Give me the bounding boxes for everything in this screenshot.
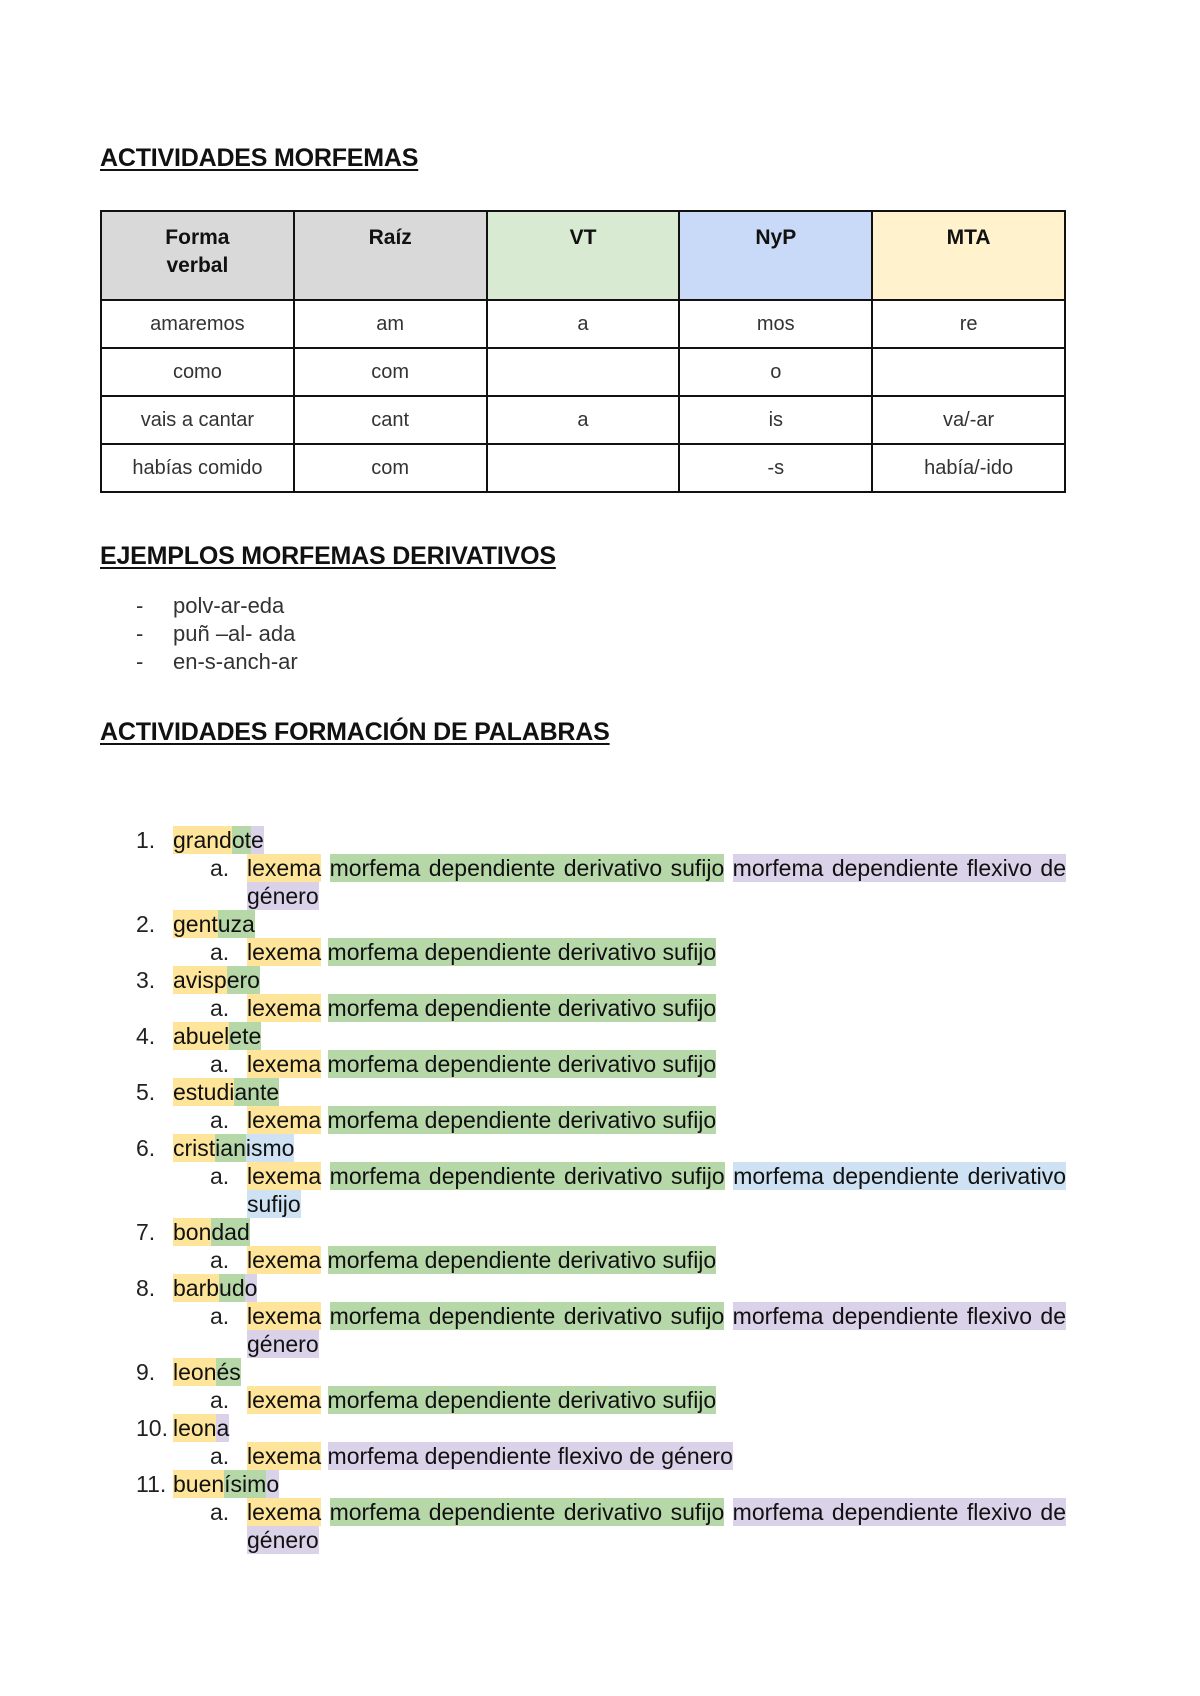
word-segment: abuel xyxy=(173,1023,230,1049)
word-item xyxy=(100,910,1100,966)
derivative-examples-list xyxy=(100,592,298,676)
table-cell: va/-ar xyxy=(872,396,1065,444)
gloss-text xyxy=(247,1106,1066,1134)
sub-letter: a. xyxy=(210,1303,230,1329)
word-line xyxy=(100,910,1100,938)
table-cell: a xyxy=(487,300,680,348)
header-nyp: NyP xyxy=(679,211,872,300)
table-header-row xyxy=(101,211,1065,300)
word-item xyxy=(100,1078,1100,1134)
word-line xyxy=(100,966,1100,994)
sub-letter: a. xyxy=(210,855,230,881)
word-line xyxy=(100,1218,1100,1246)
item-number: 4. xyxy=(136,1023,156,1049)
word-line xyxy=(100,1470,1100,1498)
gloss-segment: lexema xyxy=(247,1499,322,1525)
gloss-line xyxy=(100,1498,1066,1554)
gloss-text xyxy=(247,1442,1066,1470)
table-cell: re xyxy=(872,300,1065,348)
gloss-segment: morfema dependiente derivativo sufijo xyxy=(327,1387,717,1413)
word-segment: ot xyxy=(231,827,252,853)
gloss-text xyxy=(247,1050,1066,1078)
table-cell xyxy=(487,444,680,492)
gloss-segment: morfema dependiente derivativo sufijo xyxy=(327,995,717,1021)
gloss-line xyxy=(100,1050,1066,1078)
sub-letter: a. xyxy=(210,995,230,1021)
gloss-segment: morfema dependiente derivativo sufijo xyxy=(329,1499,725,1525)
word-segment: uza xyxy=(217,911,255,937)
gloss-segment: morfema dependiente derivativo sufijo xyxy=(327,1107,717,1133)
item-number: 5. xyxy=(136,1079,156,1105)
word-segment: bon xyxy=(173,1219,212,1245)
header-mta: MTA xyxy=(872,211,1065,300)
word-item xyxy=(100,966,1100,1022)
gloss-text xyxy=(247,994,1066,1022)
gloss-segment: lexema xyxy=(247,1051,322,1077)
gloss-segment: morfema dependiente derivativo sufijo xyxy=(329,1303,725,1329)
gloss-segment: morfema dependiente derivativo sufijo xyxy=(327,1051,717,1077)
word-line xyxy=(100,1022,1100,1050)
gloss-segment: lexema xyxy=(247,1443,322,1469)
gloss-segment: morfema dependiente derivativo sufijo xyxy=(327,1247,717,1273)
gloss-text xyxy=(247,1386,1066,1414)
gloss-line xyxy=(100,1162,1066,1218)
segmented-word xyxy=(173,1358,241,1386)
word-segment: ismo xyxy=(245,1135,295,1161)
gloss-segment: lexema xyxy=(247,995,322,1021)
word-segment: grand xyxy=(173,827,232,853)
table-cell: mos xyxy=(679,300,872,348)
item-number: 6. xyxy=(136,1135,156,1161)
gloss-line xyxy=(100,854,1066,910)
word-line xyxy=(100,1358,1100,1386)
word-item xyxy=(100,1022,1100,1078)
table-cell xyxy=(872,348,1065,396)
item-number: 7. xyxy=(136,1219,156,1245)
table-row xyxy=(101,300,1065,348)
word-segment: gent xyxy=(173,911,218,937)
gloss-line xyxy=(100,938,1066,966)
segmented-word xyxy=(173,826,264,854)
heading-formacion-palabras: ACTIVIDADES FORMACIÓN DE PALABRAS xyxy=(100,718,610,746)
word-segment: buen xyxy=(173,1471,225,1497)
segmented-word xyxy=(173,1078,279,1106)
item-number: 9. xyxy=(136,1359,156,1385)
table-cell: vais a cantar xyxy=(101,396,294,444)
gloss-line xyxy=(100,994,1066,1022)
header-forma-verbal xyxy=(101,211,294,300)
segmented-word xyxy=(173,910,255,938)
table-cell: amaremos xyxy=(101,300,294,348)
word-segment: és xyxy=(216,1359,241,1385)
segmented-word xyxy=(173,1022,261,1050)
word-segment: dad xyxy=(211,1219,250,1245)
table-cell: o xyxy=(679,348,872,396)
gloss-line xyxy=(100,1386,1066,1414)
table-cell: is xyxy=(679,396,872,444)
gloss-segment: lexema xyxy=(247,1247,322,1273)
word-segment: crist xyxy=(173,1135,216,1161)
example-text: puñ –al- ada xyxy=(173,621,296,646)
gloss-line xyxy=(100,1442,1066,1470)
sub-letter: a. xyxy=(210,1443,230,1469)
gloss-segment: lexema xyxy=(247,1303,322,1329)
bullet-dash: - xyxy=(136,621,144,646)
word-segment: e xyxy=(251,827,264,853)
segmented-word xyxy=(173,1134,294,1162)
gloss-text xyxy=(247,1302,1066,1358)
gloss-segment: morfema dependiente derivativo sufijo xyxy=(329,1163,725,1189)
gloss-segment: lexema xyxy=(247,855,322,881)
item-number: 1. xyxy=(136,827,156,853)
gloss-segment: lexema xyxy=(247,939,322,965)
header-forma-verbal-label: Forma verbal xyxy=(165,226,230,277)
gloss-segment: lexema xyxy=(247,1163,322,1189)
list-item xyxy=(100,592,298,620)
word-item xyxy=(100,1414,1100,1470)
gloss-text xyxy=(247,854,1066,910)
header-raiz: Raíz xyxy=(294,211,487,300)
gloss-segment: lexema xyxy=(247,1387,322,1413)
word-line xyxy=(100,1274,1100,1302)
gloss-segment: morfema dependiente flexivo de género xyxy=(247,1499,1067,1553)
example-text: en-s-anch-ar xyxy=(173,649,298,674)
bullet-dash: - xyxy=(136,649,144,674)
header-vt: VT xyxy=(487,211,680,300)
word-segment: avisp xyxy=(173,967,227,993)
gloss-segment: morfema dependiente flexivo de género xyxy=(327,1443,733,1469)
item-number: 8. xyxy=(136,1275,156,1301)
item-number: 11. xyxy=(136,1471,167,1497)
gloss-text xyxy=(247,1162,1066,1218)
word-item xyxy=(100,1470,1100,1554)
morpheme-table xyxy=(100,210,1066,493)
sub-letter: a. xyxy=(210,1107,230,1133)
gloss-line xyxy=(100,1106,1066,1134)
word-segment: ísim xyxy=(224,1471,267,1497)
segmented-word xyxy=(173,1470,279,1498)
word-item xyxy=(100,1358,1100,1414)
word-line xyxy=(100,826,1100,854)
item-number: 3. xyxy=(136,967,156,993)
table-cell: -s xyxy=(679,444,872,492)
table-row xyxy=(101,444,1065,492)
table-cell: había/-ido xyxy=(872,444,1065,492)
word-segment: ero xyxy=(226,967,260,993)
word-segment: ete xyxy=(229,1023,262,1049)
gloss-text xyxy=(247,938,1066,966)
item-number: 10. xyxy=(136,1415,168,1441)
table-cell: cant xyxy=(294,396,487,444)
gloss-text xyxy=(247,1246,1066,1274)
table-cell: habías comido xyxy=(101,444,294,492)
table-cell xyxy=(487,348,680,396)
table-cell: am xyxy=(294,300,487,348)
list-item xyxy=(100,620,298,648)
word-line xyxy=(100,1414,1100,1442)
segmented-word xyxy=(173,1414,229,1442)
table-row xyxy=(101,396,1065,444)
table-row xyxy=(101,348,1065,396)
gloss-line xyxy=(100,1246,1066,1274)
word-segment: leon xyxy=(173,1415,217,1441)
word-item xyxy=(100,1274,1100,1358)
gloss-line xyxy=(100,1302,1066,1358)
word-segment: a xyxy=(216,1415,230,1441)
example-text: polv-ar-eda xyxy=(173,593,285,618)
gloss-segment: morfema dependiente flexivo de género xyxy=(247,855,1067,909)
heading-actividades-morfemas: ACTIVIDADES MORFEMAS xyxy=(100,144,419,172)
word-segment: estudi xyxy=(173,1079,235,1105)
sub-letter: a. xyxy=(210,1387,230,1413)
item-number: 2. xyxy=(136,911,156,937)
word-segment: barb xyxy=(173,1275,220,1301)
gloss-segment: morfema dependiente flexivo de género xyxy=(247,1303,1067,1357)
table-cell: com xyxy=(294,348,487,396)
gloss-segment: morfema dependiente derivativo sufijo xyxy=(247,1163,1067,1217)
table-cell: como xyxy=(101,348,294,396)
list-item xyxy=(100,648,298,676)
sub-letter: a. xyxy=(210,1499,230,1525)
heading-ejemplos-derivativos: EJEMPLOS MORFEMAS DERIVATIVOS xyxy=(100,542,556,570)
gloss-segment: morfema dependiente derivativo sufijo xyxy=(329,855,725,881)
gloss-segment: morfema dependiente derivativo sufijo xyxy=(327,939,717,965)
word-item xyxy=(100,1134,1100,1218)
table-cell: com xyxy=(294,444,487,492)
gloss-text xyxy=(247,1498,1066,1554)
word-line xyxy=(100,1078,1100,1106)
word-segment: leon xyxy=(173,1359,217,1385)
sub-letter: a. xyxy=(210,1163,230,1189)
sub-letter: a. xyxy=(210,1051,230,1077)
word-segment: o xyxy=(266,1471,280,1497)
word-segment: ian xyxy=(215,1135,246,1161)
bullet-dash: - xyxy=(136,593,144,618)
word-line xyxy=(100,1134,1100,1162)
word-segment: o xyxy=(244,1275,258,1301)
word-segment: ud xyxy=(219,1275,245,1301)
word-item xyxy=(100,1218,1100,1274)
sub-letter: a. xyxy=(210,939,230,965)
sub-letter: a. xyxy=(210,1247,230,1273)
word-formation-list xyxy=(100,826,1100,1554)
table-cell: a xyxy=(487,396,680,444)
word-item xyxy=(100,826,1100,910)
word-segment: ante xyxy=(234,1079,280,1105)
gloss-segment: lexema xyxy=(247,1107,322,1133)
segmented-word xyxy=(173,966,260,994)
segmented-word xyxy=(173,1218,250,1246)
segmented-word xyxy=(173,1274,257,1302)
